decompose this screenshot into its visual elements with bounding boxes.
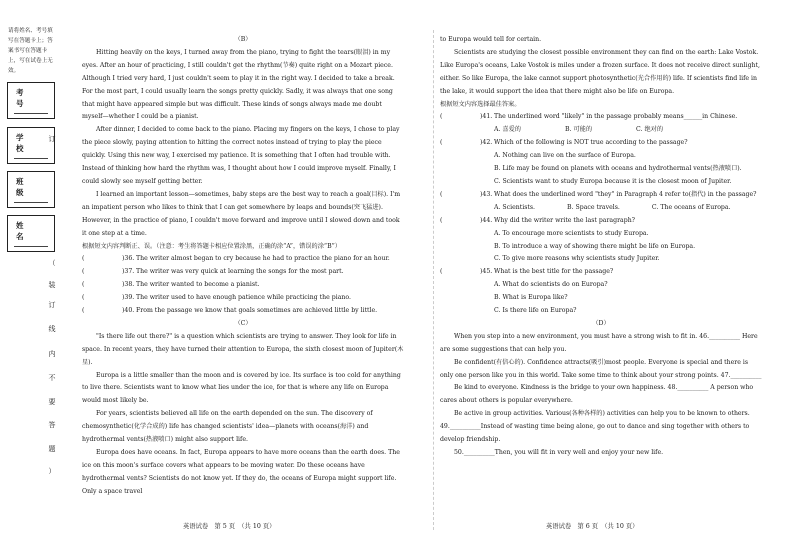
class-label: 班 级 <box>16 177 31 197</box>
question-41: ( )41. The underlined word "likely" in the passage probably means______in Chinese. <box>440 113 738 121</box>
question-43-options: A. Scientists. B. Space travels. C. The oceans of Europa. <box>494 203 731 211</box>
column-divider <box>433 30 434 530</box>
question-45-option-a: A. What do scientists do on Europa? <box>494 281 608 289</box>
passage-c-paragraph: "Is there life out there?" is a question which scientists are trying to answer. They look for life in space. In recent years, they have turned their attention to Europa, the sixth closest moon of Jupiter(木星). <box>82 332 404 366</box>
seal-line-text: （ 订 装 订 线 内 不 要 答 题 ） <box>48 135 56 475</box>
question-44-option-b: B. To introduce a way of showing there might be life on Europa. <box>494 242 696 250</box>
passage-c-last-paragraph: Scientists are studying the closest possible environment they can find on the earth: Lake Vostok. Like Europa's oceans, Lake Vostok is miles under a frozen surface. It does not receive direct sunlight, either. So like Europa, the lake cannot support photosynthetic(光合作用的) life. If scientists find life in the lake, it would support the idea that there might also be life on Europa. <box>440 48 760 95</box>
page-footer-5: 英语试卷 第 5 页 （共 10 页） <box>183 523 276 530</box>
question-45: ( )45. What is the best title for the passage? <box>440 268 614 276</box>
question-40: ( )40. From the passage we know that goals sometimes are achieved little by little. <box>82 307 378 315</box>
passage-d-paragraph: Be active in group activities. Various(各种各样的) activities can help you to be known to others. 49.__________Instead of wasting time being alone, go out to dance and sing together with others to develop friendship. <box>440 410 750 444</box>
question-37: ( )37. The writer was very quick at learning the songs for the most part. <box>82 268 344 276</box>
question-44-option-c: C. To give more reasons why scientists study Jupiter. <box>494 255 660 263</box>
question-36: ( )36. The writer almost began to cry because he had to practice the piano for an hour. <box>82 255 390 263</box>
school-label: 学 校 <box>16 133 31 153</box>
passage-d-paragraph: When you step into a new environment, you must have a strong wish to fit in. 46.__________ Here are some suggestions that can help you. <box>440 332 758 353</box>
exam-notice: 请将姓名、考号填写在答题卡上；答案书写在答题卡上，写在试卷上无效。 <box>8 28 53 74</box>
question-39: ( )39. The writer used to have enough patience while practicing the piano. <box>82 294 351 302</box>
passage-c-paragraph: Europa does have oceans. In fact, Europa appears to have more oceans than the earth does. The ice on this moon's surface covers what appears to be moving water. Do these oceans have hydrothermal vents? Scientists do not know yet. If they do, the oceans of Europa might support life. Only a space travel <box>82 449 400 495</box>
question-41-options: A. 喜爱的 B. 可能的 C. 绝对的 <box>494 126 664 134</box>
passage-b-title: （B） <box>234 36 252 43</box>
passage-d-paragraph: Be confident(有信心的). Confidence attracts(吸引)most people. Everyone is special and there is only one person like you in this world. Take some time to think about your strong points. 47.__________ <box>440 358 762 379</box>
question-42-option-a: A. Nothing can live on the surface of Europa. <box>494 152 636 160</box>
question-42-option-b: B. Life may be found on planets with oceans and hydrothermal vents(热液喷口). <box>494 165 742 173</box>
question-44: ( )44. Why did the writer write the last paragraph? <box>440 216 635 224</box>
passage-d-paragraph: Be kind to everyone. Kindness is the bridge to your own happiness. 48.__________ A person who cares about others is popular everywhere. <box>440 384 754 405</box>
passage-c-paragraph: For years, scientists believed all life on the earth depended on the sun. The discovery of chemosynthetic(化学合成的) life has changed scientists' idea—planets with oceans(海洋) and hydrothermal vents(热液喷口) might also support life. <box>82 410 373 444</box>
question-38: ( )38. The writer wanted to become a pianist. <box>82 281 260 289</box>
right-column <box>440 34 762 460</box>
question-45-option-b: B. What is Europa like? <box>494 294 568 302</box>
question-45-option-c: C. Is there life on Europa? <box>494 307 577 315</box>
passage-d-title: （D） <box>592 319 610 327</box>
passage-d-paragraph: 50.__________Then, you will fit in very well and enjoy your new life. <box>454 449 664 456</box>
b-instruction: 根据短文内容判断正、误。（注意：考生将答题卡相应位置涂黑，正确的涂“A”，错误的涂“B”） <box>82 242 341 250</box>
passage-b-paragraph: I learned an important lesson—sometimes, baby steps are the best way to reach a goal(目标). I'm an impatient person who likes to think that I can get somewhere by leaps and bounds(突飞猛进). However, in the practice of piano, I couldn't move forward and improve until I slowed down and took it one step at a time. <box>82 190 401 237</box>
question-42: ( )42. Which of the following is NOT true according to the passage? <box>440 139 688 147</box>
question-44-option-a: A. To encourage more scientists to study Europa. <box>494 229 649 237</box>
passage-c-paragraph: Europa is a little smaller than the moon and is covered by ice. Its surface is too cold for anything to live there. Scientists want to know what lies under the ice, for that is where any life on Europa would most likely be. <box>82 371 401 405</box>
page-footer-6: 英语试卷 第 6 页 （共 10 页） <box>546 523 639 530</box>
passage-b-paragraph: After dinner, I decided to come back to the piano. Placing my fingers on the keys, I chose to play the piece slowly, paying attention to hitting the correct notes instead of trying to play the piece quickly. Using this new way, I exercised my patience. It is something that I often had trouble with. Instead of thinking how hard the rhythm was, I thought about how I could improve myself. Finally, I could slowly see myself getting better. <box>82 126 400 185</box>
left-column <box>82 34 404 499</box>
c-instruction: 根据短文内容选择最佳答案。 <box>440 100 521 108</box>
name-label: 姓 名 <box>16 221 31 241</box>
question-42-option-c: C. Scientists want to study Europa because it is the closest moon of Jupiter. <box>494 177 732 185</box>
passage-c-continued: to Europa would tell for certain. <box>440 36 542 43</box>
passage-c-title: （C） <box>234 319 252 327</box>
passage-b-paragraph: Hitting heavily on the keys, I turned away from the piano, trying to fight the tears(眼泪) in my eyes. After an hour of practicing, I still couldn't get the rhythm(节奏) quite right on a Mozart piece. Although I tried very hard, I just couldn't seem to play it in the right way. I decided to take a break. For the most part, I could usually learn the songs pretty quickly. Sadly, it was always that one song that might have appeared simple but was difficult. These kinds of songs always made me doubt myself—whether I could be a pianist. <box>82 48 395 121</box>
exam-number-label: 考 号 <box>16 88 31 108</box>
question-43: ( )43. What does the underlined word "they" in Paragraph 4 refer to(指代) in the passage? <box>440 190 757 198</box>
